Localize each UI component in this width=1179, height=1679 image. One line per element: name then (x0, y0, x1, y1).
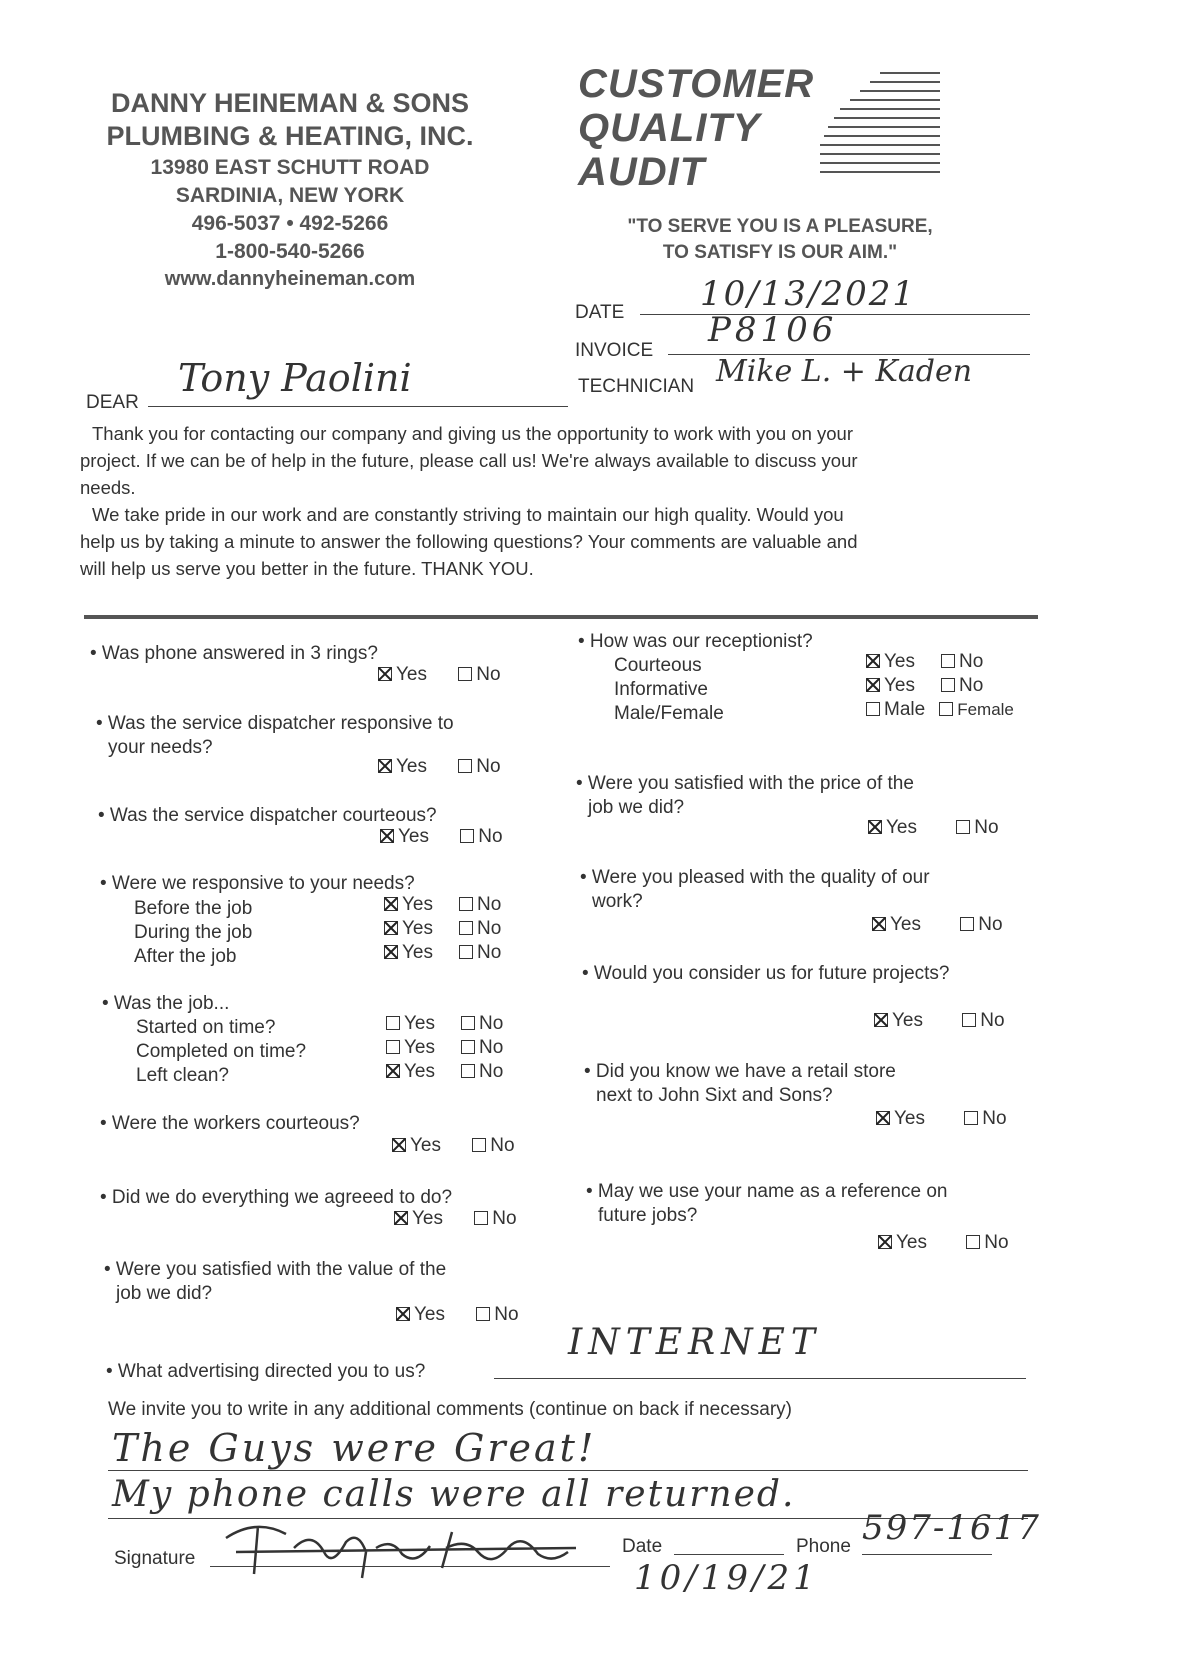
checkbox-no[interactable] (474, 1211, 488, 1225)
responsive-subitems: Before the job During the job After the job (134, 898, 253, 967)
question-responsive-needs: • Were we responsive to your needs? (100, 873, 415, 894)
technician-value: Mike L. + Kaden (716, 354, 973, 389)
advertising-field[interactable] (494, 1322, 1026, 1379)
checkbox-yes-checked[interactable] (872, 917, 886, 931)
answer-everything-agreed[interactable]: Yes No (394, 1208, 517, 1230)
question-future-projects: • Would you consider us for future projects? (582, 963, 950, 984)
company-website: www.dannyheineman.com (164, 268, 416, 290)
checkbox-no[interactable] (962, 1013, 976, 1027)
comment-text-line1: The Guys were Great! (112, 1426, 597, 1470)
checkbox-yes-checked[interactable] (384, 945, 398, 959)
motto-line2: TO SATISFY IS OUR AIM." (662, 242, 898, 263)
checkbox-no[interactable] (459, 897, 473, 911)
question-everything-agreed: • Did we do everything we agreeed to do? (100, 1187, 453, 1208)
question-dispatcher-responsive: • Was the service dispatcher responsive to your needs? (96, 713, 454, 758)
question-job-timing: • Was the job... (102, 993, 230, 1014)
technician-label: TECHNICIAN (578, 376, 695, 397)
motto (590, 214, 970, 266)
company-phones: 496-5037 • 492-5266 (191, 212, 389, 235)
checkbox-no[interactable] (941, 654, 955, 668)
intro-p1-line2: project. If we can be of help in the future, please call us! We're always available to discuss your (80, 450, 858, 471)
checkbox-yes-checked[interactable] (866, 678, 880, 692)
advertising-label: • What advertising directed you to us? (106, 1361, 426, 1382)
question-satisfied-value: • Were you satisfied with the value of the job we did? (104, 1259, 447, 1304)
intro-text (80, 420, 1080, 582)
checkbox-no[interactable] (461, 1064, 475, 1078)
checkbox-no[interactable] (459, 921, 473, 935)
checkbox-yes-checked[interactable] (874, 1013, 888, 1027)
checkbox-yes-checked[interactable] (386, 1064, 400, 1078)
checkbox-yes[interactable] (386, 1016, 400, 1030)
checkbox-no[interactable] (459, 945, 473, 959)
checkbox-no[interactable] (460, 829, 474, 843)
question-pleased-quality: • Were you pleased with the quality of our work? (580, 867, 930, 912)
company-block (70, 88, 510, 291)
answers-job-timing[interactable]: Yes No Yes No Yes No (386, 1012, 503, 1084)
title-line2: QUALITY (578, 106, 761, 150)
checkbox-no[interactable] (458, 667, 472, 681)
title-stripes (820, 72, 940, 180)
company-name-line1: DANNY HEINEMAN & SONS (110, 88, 470, 118)
title-line1: CUSTOMER (578, 62, 815, 106)
invoice-label: INVOICE (575, 340, 654, 361)
answer-dispatcher-responsive[interactable]: Yes No (378, 756, 501, 778)
intro-p2-line3: will help us serve you better in the future. THANK YOU. (80, 558, 534, 579)
question-workers-courteous: • Were the workers courteous? (100, 1113, 360, 1134)
checkbox-yes[interactable] (386, 1040, 400, 1054)
intro-p1-line3: needs. (80, 477, 136, 498)
checkbox-yes-checked[interactable] (878, 1235, 892, 1249)
intro-p1-line1: Thank you for contacting our company and giving us the opportunity to work with you on your (92, 423, 853, 444)
title-line3: AUDIT (578, 150, 706, 194)
invoice-field[interactable] (668, 310, 1030, 355)
comment-text-line2: My phone calls were all returned. (112, 1474, 796, 1515)
question-receptionist: • How was our receptionist? (578, 631, 813, 652)
checkbox-no[interactable] (476, 1307, 490, 1321)
motto-line1: "TO SERVE YOU IS A PLEASURE, (627, 216, 933, 237)
answers-responsive-needs[interactable]: Yes No Yes No Yes No (384, 893, 501, 965)
phone-value: 597-1617 (862, 1508, 1041, 1548)
checkbox-yes-checked[interactable] (378, 667, 392, 681)
receptionist-subitems: Courteous Informative Male/Female (614, 655, 724, 724)
checkbox-yes-checked[interactable] (384, 897, 398, 911)
signature-scrawl (216, 1508, 596, 1580)
answer-dispatcher-courteous[interactable]: Yes No (380, 826, 503, 848)
signature-label: Signature (114, 1548, 196, 1569)
footer-date-label: Date (622, 1536, 663, 1557)
technician-field[interactable] (712, 356, 1072, 392)
checkbox-no[interactable] (966, 1235, 980, 1249)
answer-retail-store[interactable]: Yes No (876, 1108, 1007, 1130)
answer-workers-courteous[interactable]: Yes No (392, 1135, 515, 1157)
dear-label: DEAR (86, 392, 139, 413)
company-address-line1: 13980 EAST SCHUTT ROAD (150, 156, 430, 179)
company-name-line2: PLUMBING & HEATING, INC. (106, 121, 474, 151)
checkbox-yes-checked[interactable] (868, 820, 882, 834)
question-retail-store: • Did you know we have a retail store next to John Sixt and Sons? (584, 1061, 896, 1106)
signature-field[interactable] (210, 1526, 610, 1567)
date-value: 10/13/2021 (700, 274, 916, 314)
footer-date-value: 10/19/21 (634, 1558, 819, 1598)
checkbox-yes-checked[interactable] (392, 1138, 406, 1152)
checkbox-no[interactable] (956, 820, 970, 834)
checkbox-female[interactable] (939, 702, 953, 716)
checkbox-no[interactable] (941, 678, 955, 692)
checkbox-yes-checked[interactable] (394, 1211, 408, 1225)
job-timing-subitems: Started on time? Completed on time? Left clean? (136, 1017, 307, 1086)
answer-name-reference[interactable]: Yes No (878, 1232, 1009, 1254)
phone-field[interactable] (862, 1508, 1041, 1555)
checkbox-yes-checked[interactable] (396, 1307, 410, 1321)
checkbox-yes-checked[interactable] (876, 1111, 890, 1125)
comments-label: We invite you to write in any additional comments (continue on back if necessary) (108, 1399, 792, 1420)
question-phone-answered: • Was phone answered in 3 rings? (90, 643, 378, 664)
answer-satisfied-value[interactable]: Yes No (396, 1304, 519, 1326)
checkbox-no[interactable] (960, 917, 974, 931)
checkbox-male[interactable] (866, 702, 880, 716)
invoice-value: P8106 (708, 310, 838, 350)
checkbox-no[interactable] (964, 1111, 978, 1125)
phone-label: Phone (796, 1536, 851, 1557)
checkbox-no[interactable] (472, 1138, 486, 1152)
checkbox-no[interactable] (461, 1040, 475, 1054)
answer-phone-answered[interactable]: Yes No (378, 664, 501, 686)
question-name-reference: • May we use your name as a reference on future jobs? (586, 1181, 948, 1226)
intro-p2-line2: help us by taking a minute to answer the following questions? Your comments are valuable and (80, 531, 858, 552)
checkbox-no[interactable] (458, 759, 472, 773)
advertising-value: INTERNET (568, 1322, 821, 1363)
checkbox-no[interactable] (461, 1016, 475, 1030)
dear-value: Tony Paolini (178, 356, 412, 400)
question-satisfied-price: • Were you satisfied with the price of the job we did? (576, 773, 914, 818)
answer-future-projects[interactable]: Yes No (874, 1010, 1005, 1032)
divider-rule (84, 615, 1038, 619)
checkbox-yes-checked[interactable] (384, 921, 398, 935)
question-dispatcher-courteous: • Was the service dispatcher courteous? (98, 805, 437, 826)
company-tollfree: 1-800-540-5266 (215, 240, 365, 263)
checkbox-yes-checked[interactable] (378, 759, 392, 773)
answer-pleased-quality[interactable]: Yes No (872, 914, 1003, 936)
company-address-line2: SARDINIA, NEW YORK (175, 184, 405, 207)
answer-satisfied-price[interactable]: Yes No (868, 817, 999, 839)
dear-field[interactable] (148, 356, 568, 407)
checkbox-yes-checked[interactable] (380, 829, 394, 843)
form-title (578, 62, 814, 194)
comments-line1[interactable] (108, 1426, 1028, 1471)
answers-receptionist[interactable]: Yes No Yes No Male Female (866, 650, 1014, 722)
checkbox-yes-checked[interactable] (866, 654, 880, 668)
intro-p2-line1: We take pride in our work and are constantly striving to maintain our high quality. Would you (92, 504, 844, 525)
date-label: DATE (575, 302, 625, 323)
